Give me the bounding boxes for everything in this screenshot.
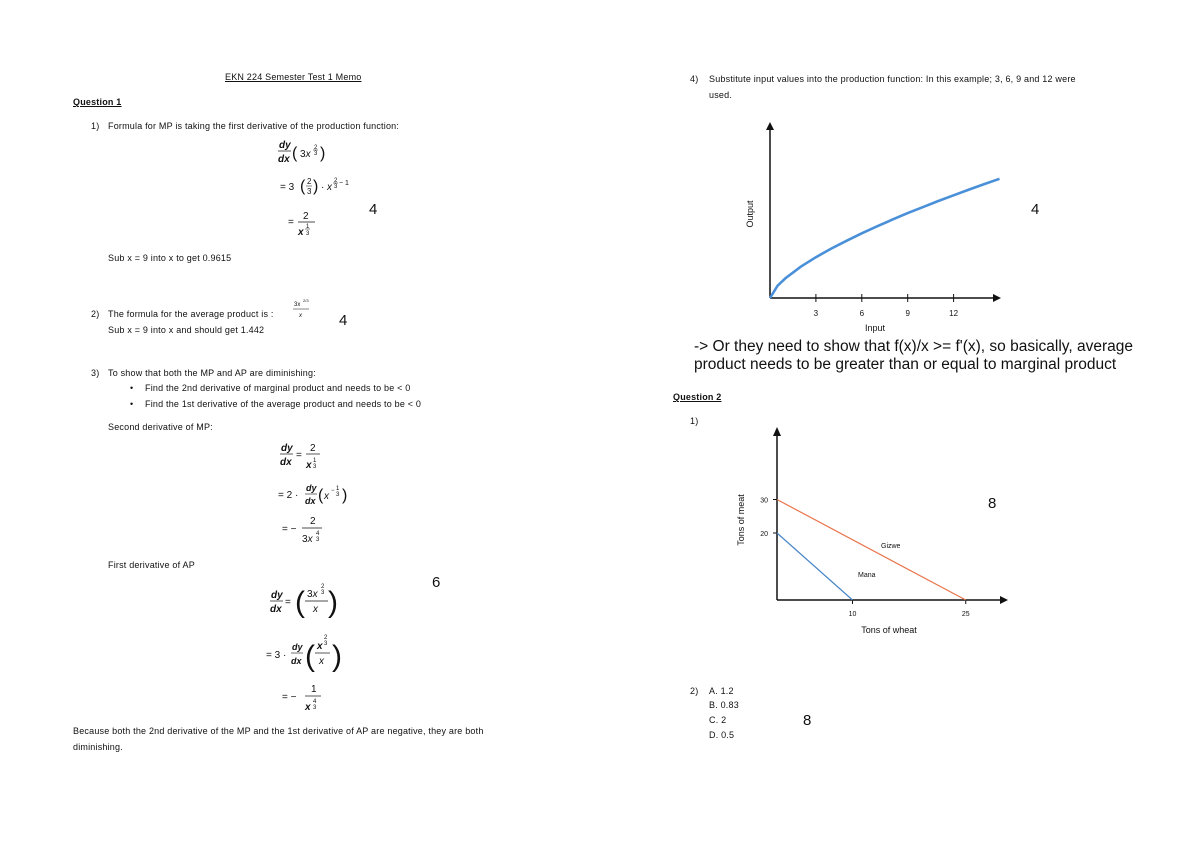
svg-text:3x: 3x bbox=[307, 589, 318, 600]
svg-text:= 2 ·: = 2 · bbox=[278, 490, 299, 501]
svg-text:dy: dy bbox=[292, 642, 303, 652]
svg-text:x: x bbox=[298, 227, 304, 238]
question-1-heading: Question 1 bbox=[73, 97, 122, 107]
first-derivative-label: First derivative of AP bbox=[108, 560, 195, 570]
q1-item-3-bullet-1: Find the 2nd derivative of marginal product and needs to be < 0 bbox=[145, 383, 411, 393]
y-tick-label-20: 20 bbox=[760, 531, 768, 538]
q1-item-2-sub: Sub x = 9 into x and should get 1.442 bbox=[108, 325, 265, 335]
svg-text:1: 1 bbox=[336, 486, 340, 492]
svg-text:dx: dx bbox=[280, 457, 292, 468]
svg-text:x: x bbox=[313, 604, 318, 615]
conclusion-line-1: Because both the 2nd derivative of the MP and the 1st derivative of AP are negative, they are both bbox=[73, 726, 484, 736]
x-tick-label-25: 25 bbox=[961, 611, 970, 618]
svg-text:− 1: − 1 bbox=[339, 180, 349, 187]
svg-text:3: 3 bbox=[336, 492, 340, 498]
q1-item-1-sub: Sub x = 9 into x to get 0.9615 bbox=[108, 253, 232, 263]
svg-text:(: ( bbox=[292, 145, 298, 162]
option-c: C. 2 bbox=[709, 715, 727, 725]
svg-text:(: ( bbox=[295, 586, 305, 619]
svg-text:(: ( bbox=[300, 178, 306, 195]
svg-text:2: 2 bbox=[324, 635, 328, 641]
svg-text:2: 2 bbox=[307, 177, 312, 186]
x-tick-label-3: 3 bbox=[813, 309, 819, 318]
second-derivative-equations bbox=[270, 438, 360, 553]
q1-item-4-mark: 4 bbox=[1031, 201, 1040, 218]
svg-text:): ) bbox=[320, 145, 326, 162]
svg-text:3x: 3x bbox=[294, 302, 301, 308]
svg-text:3x: 3x bbox=[300, 149, 311, 160]
bullet-dot: • bbox=[130, 399, 134, 409]
x-axis-arrow bbox=[1000, 596, 1008, 604]
option-b: B. 0.83 bbox=[709, 700, 739, 710]
svg-text:= 3: = 3 bbox=[280, 182, 295, 193]
svg-text:3: 3 bbox=[334, 184, 338, 190]
x-tick-label-12: 12 bbox=[949, 309, 959, 318]
svg-text:(: ( bbox=[305, 640, 315, 673]
page-title: EKN 224 Semester Test 1 Memo bbox=[225, 72, 362, 82]
q1-item-4-text-line-2: used. bbox=[709, 90, 733, 100]
svg-text:2: 2 bbox=[303, 211, 309, 222]
y-axis-label: Tons of meat bbox=[736, 494, 746, 546]
svg-text:3: 3 bbox=[306, 231, 310, 237]
x-axis-arrow bbox=[993, 294, 1001, 302]
q1-item-1-text: Formula for MP is taking the first derivative of the production function: bbox=[108, 121, 400, 131]
first-derivative-ap-equations bbox=[262, 576, 362, 716]
svg-text:dy: dy bbox=[271, 590, 283, 601]
svg-text:=: = bbox=[288, 217, 294, 228]
x-tick-label-9: 9 bbox=[905, 309, 910, 318]
svg-text:(: ( bbox=[318, 487, 324, 504]
svg-text:1: 1 bbox=[306, 224, 310, 230]
conclusion-line-2: diminishing. bbox=[73, 742, 123, 752]
svg-text:x: x bbox=[305, 702, 311, 713]
mp-derivation-equations bbox=[260, 138, 350, 248]
x-axis-label: Tons of wheat bbox=[861, 625, 917, 635]
svg-text:4: 4 bbox=[316, 531, 320, 537]
svg-text:): ) bbox=[328, 586, 338, 619]
svg-text:2: 2 bbox=[314, 145, 318, 151]
series-label-mana: Mana bbox=[858, 572, 876, 579]
svg-text:x: x bbox=[319, 656, 324, 667]
q1-item-3-text: To show that both the MP and AP are diminishing: bbox=[108, 368, 316, 378]
svg-text:2: 2 bbox=[310, 516, 316, 527]
svg-text:=: = bbox=[296, 450, 302, 461]
svg-text:x: x bbox=[306, 460, 312, 471]
y-tick-label-30: 30 bbox=[760, 497, 768, 505]
q1-item-3-bullet-2: Find the 1st derivative of the average product and needs to be < 0 bbox=[145, 399, 422, 409]
q1-item-1-number: 1) bbox=[91, 121, 100, 131]
svg-text:4: 4 bbox=[313, 699, 317, 705]
q1-item-4-text-line-1: Substitute input values into the production function: In this example; 3, 6, 9 and 12 were bbox=[709, 74, 1076, 84]
y-axis-arrow bbox=[773, 427, 781, 436]
x-axis-label: Input bbox=[864, 323, 886, 333]
svg-text:2: 2 bbox=[310, 443, 316, 454]
svg-text:x: x bbox=[317, 641, 323, 652]
svg-text:3x: 3x bbox=[302, 534, 313, 545]
svg-text:x: x bbox=[327, 182, 332, 193]
svg-text:dx: dx bbox=[278, 154, 290, 165]
svg-text:3: 3 bbox=[313, 464, 317, 470]
svg-text:3: 3 bbox=[321, 590, 325, 596]
svg-text:3: 3 bbox=[314, 151, 318, 157]
x-tick-label-6: 6 bbox=[859, 309, 865, 318]
svg-text:= 3 ·: = 3 · bbox=[266, 650, 287, 661]
svg-text:3: 3 bbox=[307, 187, 312, 196]
svg-text:3: 3 bbox=[324, 641, 328, 647]
y-axis-arrow bbox=[766, 122, 774, 130]
q1-item-4-number: 4) bbox=[690, 74, 699, 84]
svg-text:= −: = − bbox=[282, 524, 297, 535]
q2-item-2-number: 2) bbox=[690, 686, 699, 696]
svg-text:·: · bbox=[321, 182, 325, 193]
production-curve bbox=[770, 179, 1000, 298]
svg-text:dy: dy bbox=[279, 140, 291, 151]
bullet-dot: • bbox=[130, 383, 134, 393]
q1-item-3-number: 3) bbox=[91, 368, 100, 378]
svg-text:2: 2 bbox=[334, 178, 338, 184]
svg-text:): ) bbox=[313, 178, 319, 195]
svg-text:x: x bbox=[324, 491, 329, 502]
svg-text:dx: dx bbox=[305, 496, 316, 506]
svg-text:dx: dx bbox=[291, 656, 302, 666]
svg-text:): ) bbox=[342, 487, 348, 504]
svg-text:x: x bbox=[299, 313, 302, 319]
q2-item-1-mark: 8 bbox=[988, 495, 997, 512]
q1-item-2-text: The formula for the average product is : bbox=[108, 309, 274, 319]
svg-text:1: 1 bbox=[311, 684, 317, 695]
ppf-chart bbox=[730, 422, 1015, 640]
y-axis-label: Output bbox=[745, 200, 755, 228]
marker-note-line-1: -> Or they need to show that f(x)/x >= f'(x), so basically, average bbox=[694, 338, 1134, 355]
svg-text:dy: dy bbox=[281, 443, 293, 454]
svg-text:3: 3 bbox=[316, 537, 320, 543]
q1-item-1-mark: 4 bbox=[369, 201, 378, 218]
q2-item-1-number: 1) bbox=[690, 416, 699, 426]
q1-item-2-mark: 4 bbox=[339, 312, 348, 329]
q1-item-3-mark: 6 bbox=[432, 574, 441, 591]
svg-text:dx: dx bbox=[270, 604, 282, 615]
svg-text:1: 1 bbox=[313, 458, 317, 464]
option-d: D. 0.5 bbox=[709, 730, 735, 740]
production-function-chart bbox=[735, 118, 1015, 340]
svg-text:2: 2 bbox=[321, 584, 325, 590]
ppf-line-gizwe bbox=[777, 500, 966, 601]
series-label-gizwe: Gizwe bbox=[881, 543, 901, 550]
ppf-line-mana bbox=[777, 533, 853, 600]
question-2-heading: Question 2 bbox=[673, 392, 722, 402]
second-derivative-label: Second derivative of MP: bbox=[108, 422, 213, 432]
svg-text:2/3: 2/3 bbox=[303, 298, 309, 303]
x-tick-label-10: 10 bbox=[848, 611, 857, 618]
q2-item-2-mark: 8 bbox=[803, 712, 812, 729]
marker-note-line-2: product needs to be greater than or equal to marginal product bbox=[694, 356, 1117, 373]
option-a: A. 1.2 bbox=[709, 686, 734, 696]
average-product-formula bbox=[290, 296, 314, 324]
svg-text:): ) bbox=[332, 640, 342, 673]
svg-text:dy: dy bbox=[306, 483, 317, 493]
svg-text:−: − bbox=[331, 488, 335, 494]
svg-text:=: = bbox=[285, 597, 291, 608]
svg-text:= −: = − bbox=[282, 692, 297, 703]
q1-item-2-number: 2) bbox=[91, 309, 100, 319]
svg-text:3: 3 bbox=[313, 705, 317, 711]
